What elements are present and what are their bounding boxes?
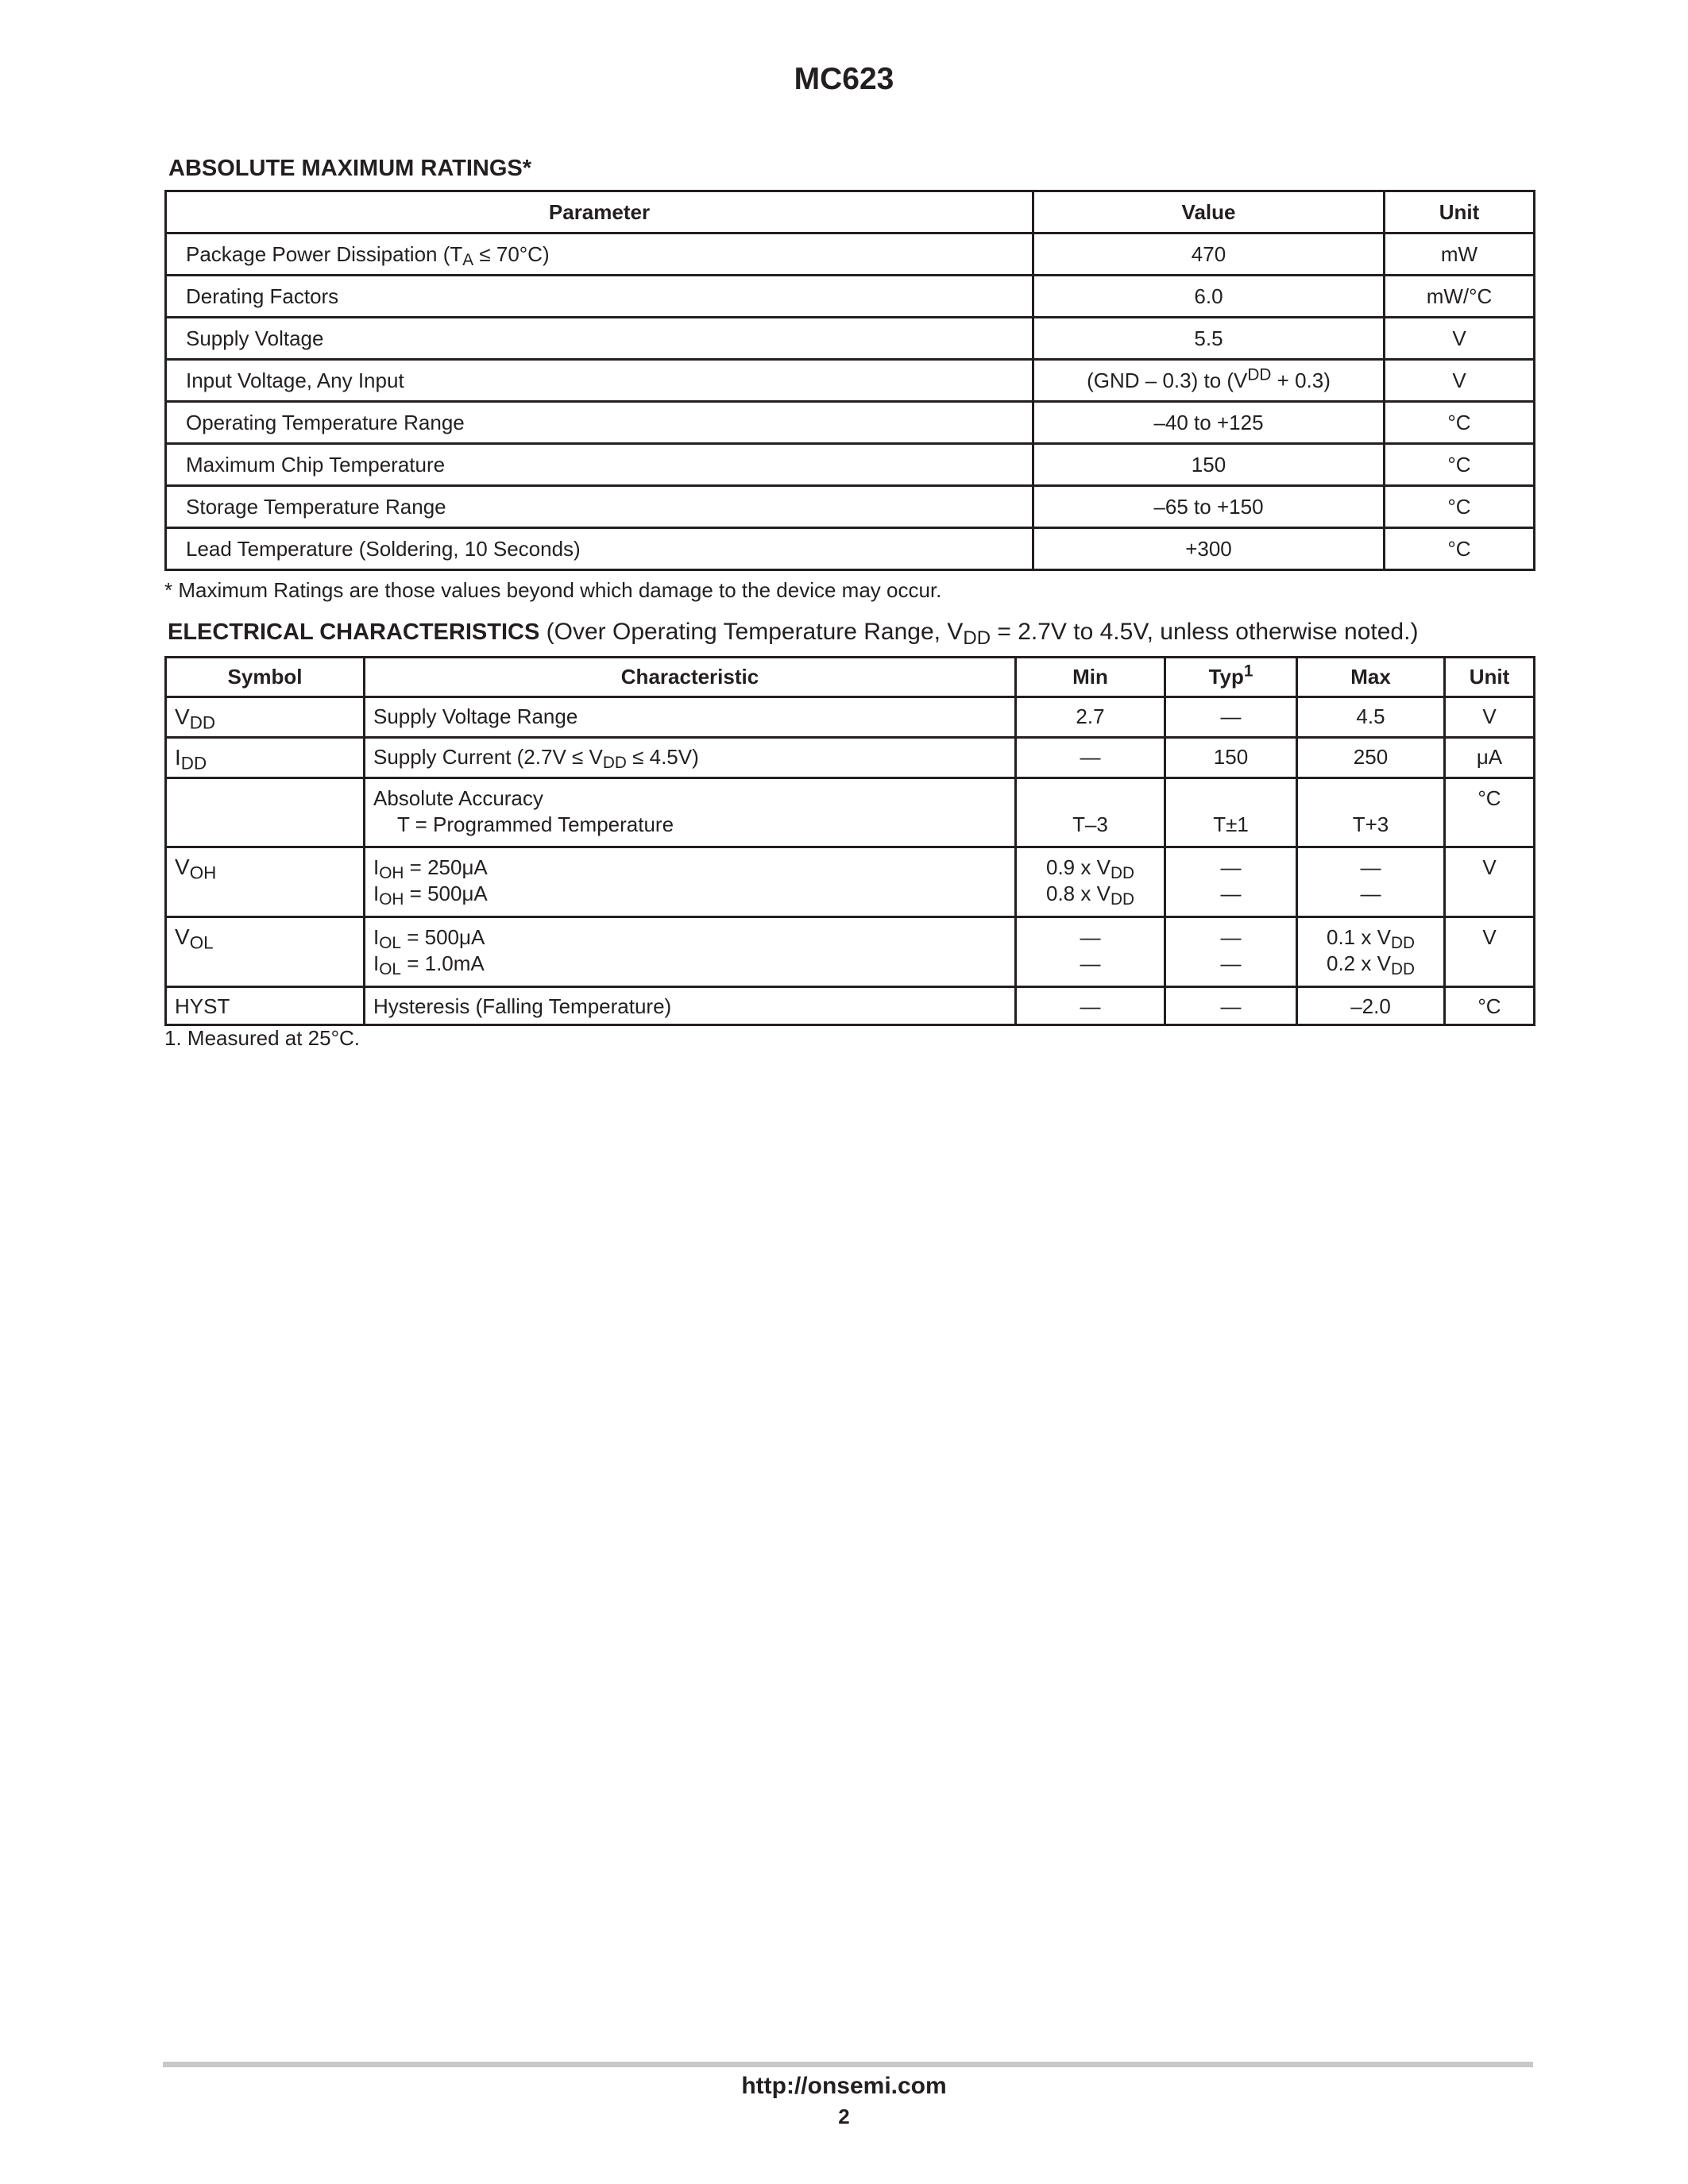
table-row [166, 738, 1535, 778]
symbol-cell: $I_{DD}$ [166, 738, 365, 778]
footer-divider [163, 2062, 1533, 2067]
unit-cell: mW [1385, 233, 1535, 276]
max-cell: — — [1297, 847, 1445, 917]
table-row [166, 778, 1535, 847]
characteristic-cell: Supply Voltage Range [365, 697, 1016, 738]
table-row [166, 528, 1535, 570]
characteristic-cell: Supply Current $(2.7V \le V_{DD} \le 4.5V)$ [365, 738, 1016, 778]
value-cell: 470 [1033, 233, 1385, 276]
typ-cell: — — [1165, 917, 1297, 987]
page-title: MC623 [794, 62, 894, 96]
max-cell: 0.1 x $V_{DD}$ 0.2 x $V_{DD}$ [1297, 917, 1445, 987]
ec-footnote: 1. Measured at 25°C. [164, 1026, 360, 1050]
header-symbol: Symbol [166, 658, 365, 697]
table-row [166, 987, 1535, 1025]
amr-title: ABSOLUTE MAXIMUM RATINGS* [168, 156, 532, 181]
table-row [166, 233, 1535, 276]
page-number: 2 [838, 2105, 850, 2128]
ec-title: ELECTRICAL CHARACTERISTICS (Over Operating Temperature Range, $V_{DD} = 2.7V$ to 4.5V, unless otherwise noted.) [168, 619, 1419, 649]
footer-url-link[interactable]: http://onsemi.com [741, 2073, 947, 2099]
header-parameter: Parameter [166, 191, 1033, 233]
value-cell: 150 [1033, 444, 1385, 486]
unit-cell: °C [1385, 528, 1535, 570]
parameter-cell: Maximum Chip Temperature [166, 444, 1033, 486]
table-row [166, 318, 1535, 360]
parameter-cell: Input Voltage, Any Input [166, 360, 1033, 402]
max-cell: 250 [1297, 738, 1445, 778]
symbol-cell: $V_{DD}$ [166, 697, 365, 738]
value-cell: +300 [1033, 528, 1385, 570]
table-row [166, 486, 1535, 528]
value-cell: –65 to +150 [1033, 486, 1385, 528]
typ-cell: — — [1165, 847, 1297, 917]
unit-cell: °C [1385, 486, 1535, 528]
table-row [166, 847, 1535, 917]
value-cell: –40 to +125 [1033, 402, 1385, 444]
unit-cell: V [1385, 360, 1535, 402]
symbol-cell: $V_{OL}$ [166, 917, 365, 987]
table-row [166, 444, 1535, 486]
table-header-row [166, 658, 1535, 697]
header-unit: Unit [1385, 191, 1535, 233]
unit-cell: V [1445, 697, 1535, 738]
table-row [166, 697, 1535, 738]
characteristic-cell: $I_{OH} = 250\mu A$ $I_{OH} = 500\mu A$ [365, 847, 1016, 917]
parameter-cell: Derating Factors [166, 276, 1033, 318]
unit-cell: V [1385, 318, 1535, 360]
symbol-cell [166, 778, 365, 847]
table-row [166, 917, 1535, 987]
max-cell: –2.0 [1297, 987, 1445, 1025]
absolute-maximum-ratings-table [164, 190, 1535, 571]
typ-cell: — [1165, 987, 1297, 1025]
electrical-characteristics-table [164, 656, 1535, 1026]
typ-cell: — [1165, 697, 1297, 738]
max-cell: 4.5 [1297, 697, 1445, 738]
unit-cell: °C [1445, 987, 1535, 1025]
table-header-row [166, 191, 1535, 233]
header-value: Value [1033, 191, 1385, 233]
characteristic-cell: Hysteresis (Falling Temperature) [365, 987, 1016, 1025]
unit-cell: μA [1445, 738, 1535, 778]
value-cell: (GND – 0.3) to $(V^{DD} + 0.3)$ [1033, 360, 1385, 402]
parameter-cell: Supply Voltage [166, 318, 1033, 360]
table-row [166, 402, 1535, 444]
header-typ: Typ$^1$ [1165, 658, 1297, 697]
unit-cell: °C [1385, 444, 1535, 486]
parameter-cell: Storage Temperature Range [166, 486, 1033, 528]
value-cell: 6.0 [1033, 276, 1385, 318]
min-cell: T–3 [1016, 778, 1165, 847]
parameter-cell: Package Power Dissipation $(T_A \le 70^\circ C)$ [166, 233, 1033, 276]
characteristic-cell: $I_{OL} = 500\mu A$ $I_{OL} = 1.0mA$ [365, 917, 1016, 987]
min-cell: — [1016, 738, 1165, 778]
symbol-cell: HYST [166, 987, 365, 1025]
header-unit: Unit [1445, 658, 1535, 697]
min-cell: — [1016, 987, 1165, 1025]
amr-footnote: * Maximum Ratings are those values beyond which damage to the device may occur. [164, 578, 942, 602]
unit-cell: V [1445, 917, 1535, 987]
header-characteristic: Characteristic [365, 658, 1016, 697]
unit-cell: mW/°C [1385, 276, 1535, 318]
max-cell: T+3 [1297, 778, 1445, 847]
unit-cell: °C [1445, 778, 1535, 847]
unit-cell: V [1445, 847, 1535, 917]
table-row [166, 360, 1535, 402]
characteristic-cell: Absolute Accuracy T = Programmed Temperature [365, 778, 1016, 847]
min-cell: 0.9 x $V_{DD}$ 0.8 x $V_{DD}$ [1016, 847, 1165, 917]
parameter-cell: Lead Temperature (Soldering, 10 Seconds) [166, 528, 1033, 570]
table-row [166, 276, 1535, 318]
parameter-cell: Operating Temperature Range [166, 402, 1033, 444]
header-max: Max [1297, 658, 1445, 697]
symbol-cell: $V_{OH}$ [166, 847, 365, 917]
unit-cell: °C [1385, 402, 1535, 444]
value-cell: 5.5 [1033, 318, 1385, 360]
typ-cell: 150 [1165, 738, 1297, 778]
min-cell: — — [1016, 917, 1165, 987]
typ-cell: T±1 [1165, 778, 1297, 847]
min-cell: 2.7 [1016, 697, 1165, 738]
header-min: Min [1016, 658, 1165, 697]
